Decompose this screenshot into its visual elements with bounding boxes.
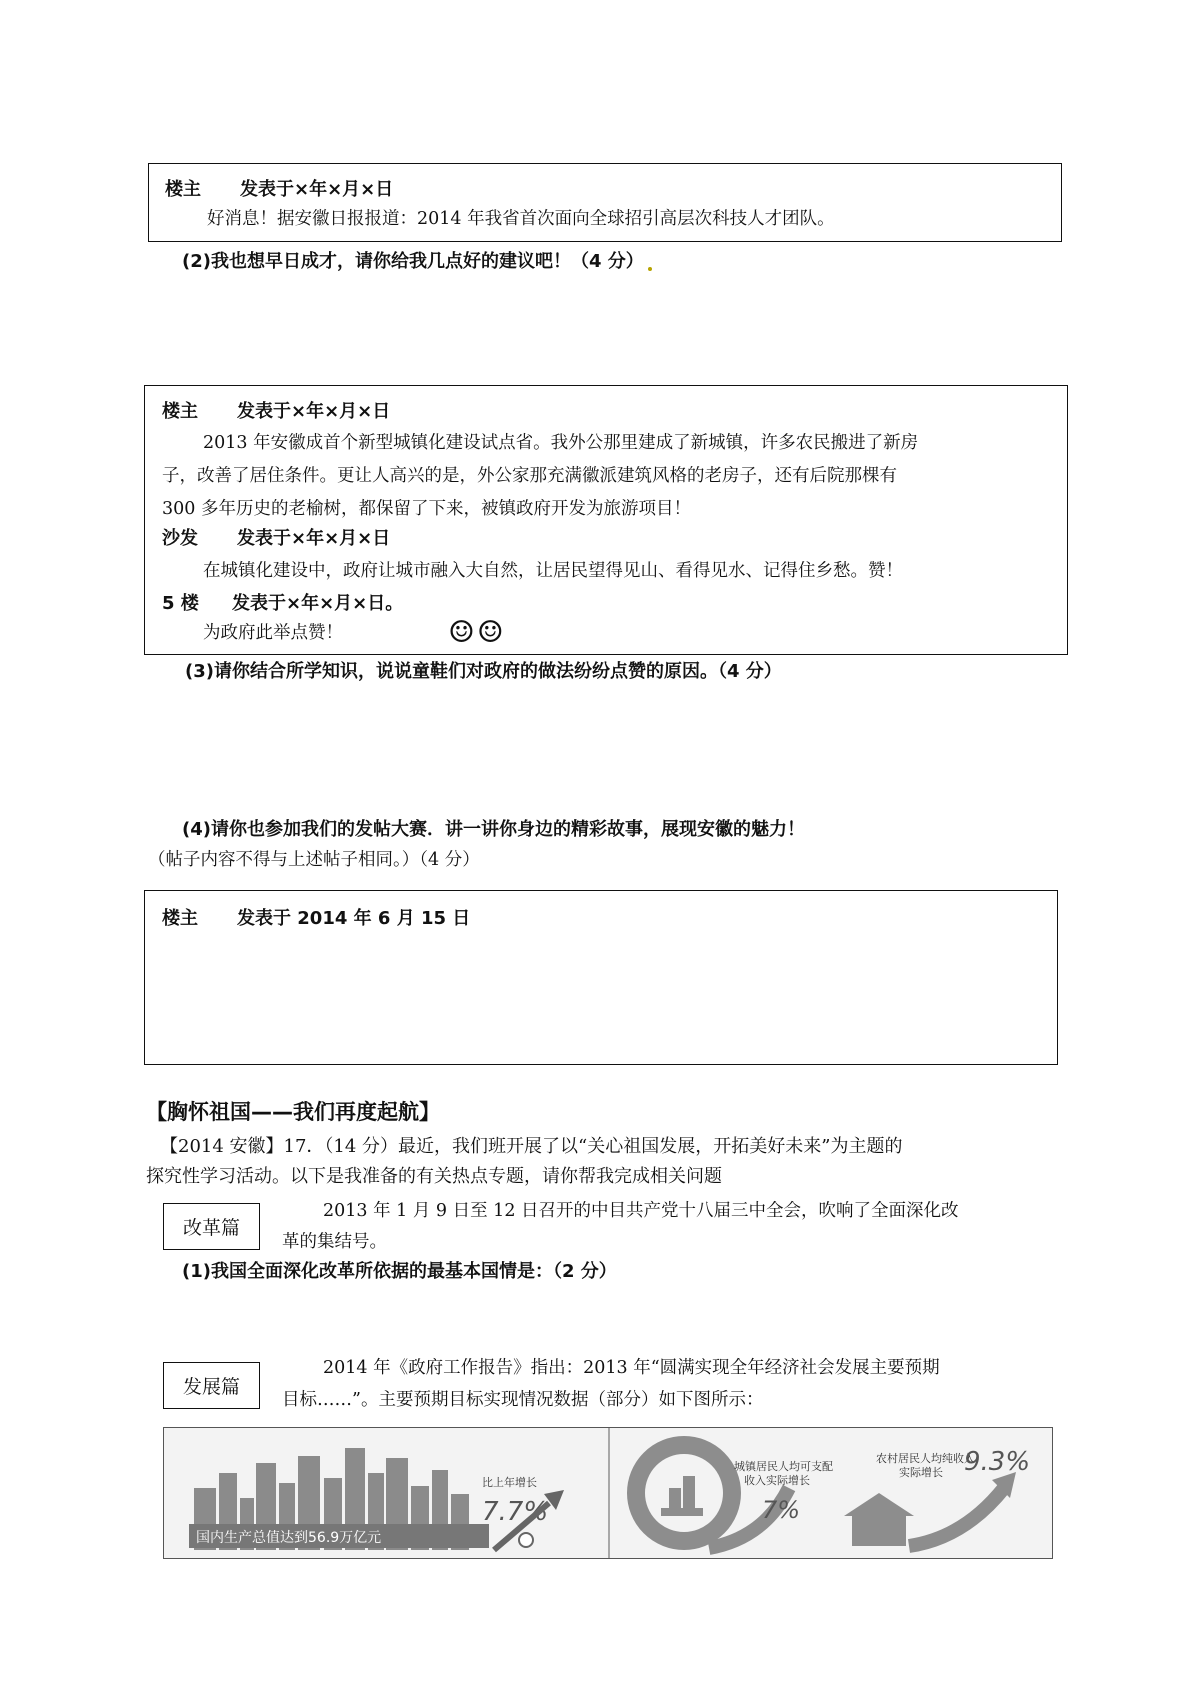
post-date: 发表于×年×月×日: [240, 179, 394, 200]
post-author: 楼主: [165, 179, 201, 200]
post-box-1: [148, 163, 1062, 242]
infographic-panel: [163, 1427, 1053, 1559]
post-date: 发表于×年×月×日。: [232, 593, 404, 614]
urban-label-1: 城镇居民人均可支配: [734, 1460, 833, 1473]
post-text-line: 2013 年安徽成首个新型城镇化建设试点省。我外公那里建成了新城镇，许多农民搬进了新房: [203, 433, 919, 453]
develop-label-box: [163, 1362, 260, 1409]
post-author: 沙发: [162, 528, 198, 549]
post-author: 楼主: [162, 908, 198, 929]
rural-value: 9.3%: [964, 1447, 1031, 1477]
question-4-note: （帖子内容不得与上述帖子相同。）（4 分）: [148, 850, 480, 870]
rural-label-1: 农村居民人均纯收入: [876, 1452, 975, 1465]
urban-value: 7%: [762, 1496, 801, 1524]
rural-label-2: 实际增长: [899, 1466, 943, 1479]
question-2: (2)我也想早日成才，请你给我几点好的建议吧！（4 分）: [182, 253, 652, 271]
intro-line: 探究性学习活动。以下是我准备的有关热点专题，请你帮我完成相关问题: [146, 1166, 722, 1187]
gdp-growth-value: 7.7%: [482, 1497, 549, 1527]
develop-label: 发展篇: [182, 1376, 240, 1398]
reform-label-box: [163, 1203, 260, 1250]
develop-text: 目标……”。主要预期目标实现情况数据（部分）如下图所示：: [282, 1390, 764, 1410]
reform-text: 2013 年 1 月 9 日至 12 日召开的中目共产党十八届三中全会，吹响了全面深化改: [323, 1201, 959, 1221]
question-3: (3)请你结合所学知识，说说童鞋们对政府的做法纷纷点赞的原因。（4 分）: [185, 661, 782, 682]
post-author: 楼主: [162, 401, 198, 422]
develop-text: 2014 年《政府工作报告》指出：2013 年“圆满实现全年经济社会发展主要预期: [323, 1358, 940, 1378]
gdp-label: 国内生产总值达到56.9万亿元: [196, 1530, 382, 1546]
post-text-line: 为政府此举点赞！: [203, 623, 343, 643]
post-text-line: 在城镇化建设中，政府让城市融入大自然，让居民望得见山、看得见水、记得住乡愁。赞！: [203, 561, 903, 581]
intro-line: 【2014 安徽】17．（14 分）最近，我们班开展了以“关心祖国发展，开拓美好未来”为主题的: [160, 1136, 903, 1157]
gdp-growth-label: 比上年增长: [482, 1476, 537, 1489]
post-author: 5 楼: [162, 593, 199, 614]
question-4: (4)请你也参加我们的发帖大赛．讲一讲你身边的精彩故事，展现安徽的魅力！: [182, 819, 805, 840]
infographic-svg: [164, 1428, 1053, 1559]
post-date: 发表于 2014 年 6 月 15 日: [237, 908, 471, 929]
section-title: 【胸怀祖国——我们再度起航】: [146, 1100, 440, 1124]
post-date: 发表于×年×月×日: [237, 401, 391, 422]
post-date: 发表于×年×月×日: [237, 528, 391, 549]
reform-text: 革的集结号。: [282, 1232, 387, 1252]
question-1: (1)我国全面深化改革所依据的最基本国情是：（2 分）: [182, 1261, 617, 1282]
post-box-2: [144, 385, 1068, 655]
reform-label: 改革篇: [182, 1217, 240, 1239]
post-text-line: 子，改善了居住条件。更让人高兴的是，外公家那充满徽派建筑风格的老房子，还有后院那棵有: [162, 466, 897, 486]
smiley-icon: ☺☺: [448, 615, 506, 650]
post-text-line: 300 多年历史的老榆树，都保留了下来，被镇政府开发为旅游项目！: [162, 499, 691, 519]
house-icon: [844, 1493, 914, 1546]
post-text: 好消息！据安徽日报报道：2014 年我省首次面向全球招引高层次科技人才团队。: [207, 209, 835, 229]
urban-label-2: 收入实际增长: [744, 1474, 810, 1487]
